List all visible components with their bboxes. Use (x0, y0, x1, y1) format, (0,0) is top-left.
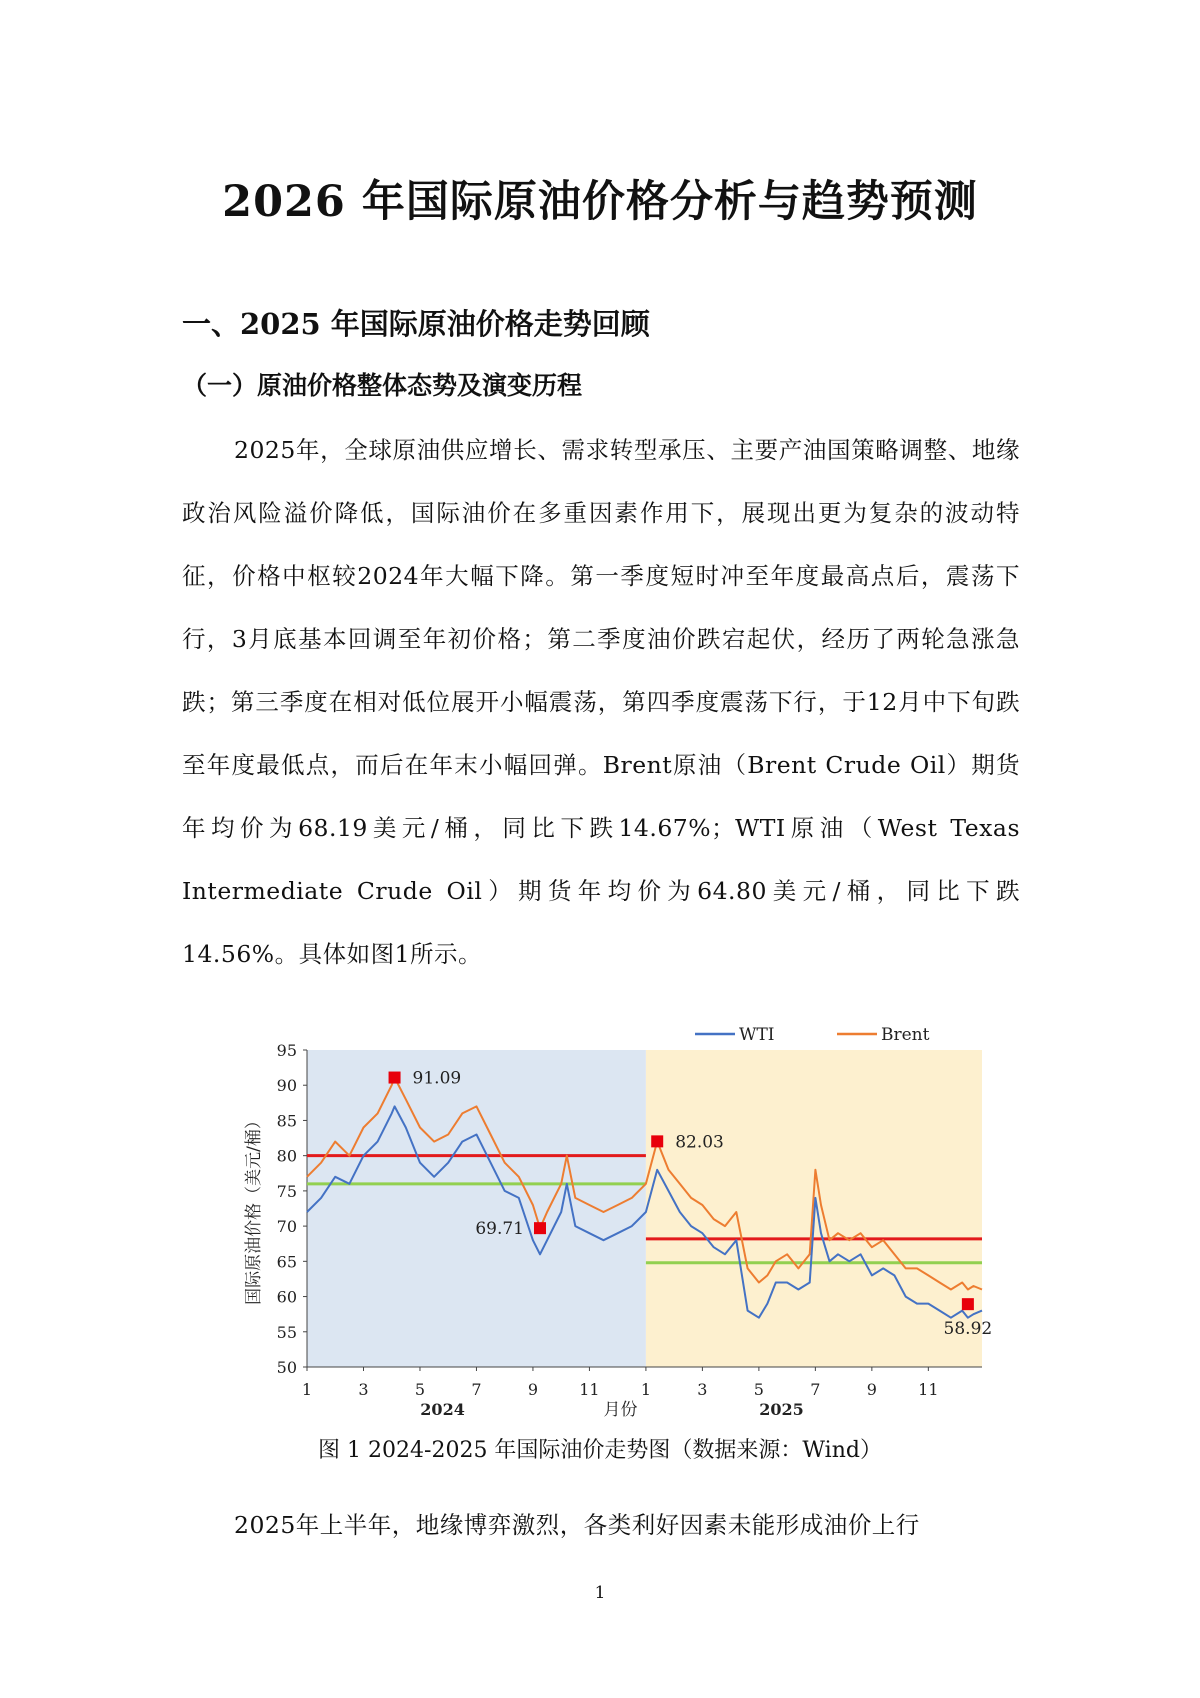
x-tick-label: 5 (414, 1380, 426, 1399)
y-tick-label: 90 (276, 1076, 297, 1096)
data-label: 82.03 (675, 1132, 724, 1153)
x-tick-label: 1 (640, 1380, 652, 1399)
y-tick-label: 70 (276, 1217, 297, 1237)
x-tick-label: 3 (697, 1380, 708, 1399)
x-axis-title: 月份 (603, 1400, 638, 1420)
data-label: 58.92 (943, 1319, 993, 1340)
marker-point (962, 1298, 974, 1310)
page-number: 1 (594, 1583, 606, 1603)
x-tick-label: 7 (810, 1380, 821, 1399)
x-tick-label: 11 (579, 1380, 600, 1399)
section-heading: 一、2025 年国际原油价格走势回顾 (182, 307, 650, 341)
body-paragraph-2-text: 2025年上半年，地缘博弈激烈，各类利好因素未能形成油价上行 (234, 1511, 920, 1539)
y-tick-label: 75 (276, 1181, 297, 1201)
year-label: 2024 (420, 1400, 465, 1419)
oil-price-chart-svg (225, 1015, 1000, 1425)
marker-point (389, 1072, 401, 1084)
x-tick-label: 7 (471, 1380, 482, 1399)
x-tick-label: 1 (301, 1380, 313, 1399)
subsection-heading: （一）原油价格整体态势及演变历程 (182, 371, 583, 400)
oil-price-chart (225, 1015, 1000, 1425)
data-label: 91.09 (412, 1068, 462, 1089)
figure-caption: 图 1 2024-2025 年国际油价走势图（数据来源：Wind） (318, 1438, 882, 1463)
y-tick-label: 50 (276, 1358, 297, 1377)
y-tick-label: 60 (276, 1287, 297, 1307)
data-label: 69.71 (475, 1219, 525, 1240)
x-tick-label: 9 (866, 1380, 877, 1399)
document-title: 2026 年国际原油价格分析与趋势预测 (222, 177, 978, 227)
legend-label-brent: Brent (881, 1025, 930, 1045)
x-tick-label: 9 (527, 1380, 539, 1399)
year-label: 2025 (759, 1400, 804, 1419)
y-axis-title: 国际原油价格（美元/桶） (244, 1112, 264, 1305)
y-tick-label: 85 (276, 1111, 297, 1131)
y-tick-label: 55 (276, 1322, 297, 1342)
body-paragraph-2 (182, 1494, 1020, 1557)
marker-point (534, 1222, 546, 1234)
x-tick-label: 3 (358, 1380, 369, 1399)
body-paragraph-1 (182, 419, 1020, 986)
x-tick-label: 11 (918, 1380, 939, 1399)
y-tick-label: 80 (276, 1146, 297, 1166)
legend-label-wti: WTI (739, 1025, 775, 1045)
y-tick-label: 65 (276, 1252, 297, 1272)
marker-point (651, 1135, 663, 1147)
y-tick-label: 95 (276, 1041, 297, 1060)
body-paragraph-1-text: 2025年，全球原油供应增长、需求转型承压、主要产油国策略调整、地缘政治风险溢价降低，国际油价在多重因素作用下，展现出更为复杂的波动特征，价格中枢较2024年大幅下降。第一季度短时冲至年度最高点后，震荡下行，3月底基本回调至年初价格；第二季度油价跌宕起伏，经历了两轮急涨急跌；第三季度在相对低位展开小幅震荡，第四季度震荡下行，于12月中下旬跌至年度最低点，而后在年末小幅回弹。Brent原油（Brent Crude Oil）期货年均价为68.19美元/桶，同比下跌14.67%；WTI原油（West Texas Intermediate Crude Oil）期货年均价为64.80美元/桶，同比下跌14.56%。具体如图1所示。 (182, 436, 1020, 968)
x-tick-label: 5 (753, 1380, 764, 1399)
